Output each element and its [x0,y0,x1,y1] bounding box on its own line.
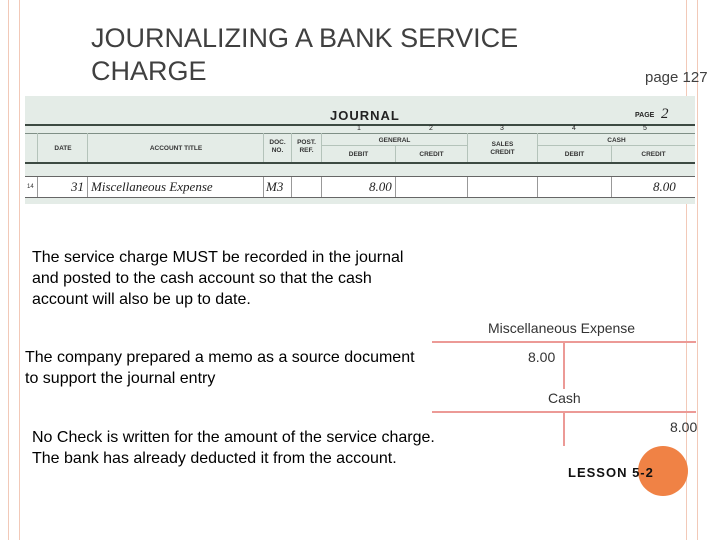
journal-page-number: 2 [661,106,669,122]
entry-account-title: Miscellaneous Expense [91,179,213,194]
t-account-image [432,318,696,446]
entry-col-divider [37,177,38,197]
entry-cash-credit: 8.00 [653,179,676,194]
journal-col-divider [37,133,38,162]
column-number-4: 4 [572,125,576,132]
column-number-5: 5 [643,125,647,132]
entry-col-divider [395,177,396,197]
no-check-paragraph: No Check is written for the amount of the service charge. The bank has already deducted it from the account. [32,429,435,467]
journal-title: JOURNAL [330,108,400,123]
header-date: DATE [54,145,72,152]
entry-doc-no: M3 [266,179,284,194]
header-cash-rule [538,145,695,146]
entry-col-divider [611,177,612,197]
header-general: GENERAL [378,137,411,144]
header-general-debit: DEBIT [348,151,369,158]
memo-paragraph: The company prepared a memo as a source document to support the journal entry [25,349,415,387]
cash-account-title: Cash [548,390,581,406]
misc-expense-t-vertical [563,341,565,389]
header-post-ref: POST. REF. [297,139,316,154]
column-number-3: 3 [500,125,504,132]
header-general-rule [322,145,467,146]
journal-page-label: PAGE [635,112,655,119]
cash-t-vertical [563,411,565,446]
journal-col-divider [87,133,88,162]
lesson-label: LESSON 5-2 [568,465,654,480]
misc-expense-debit-amount: 8.00 [528,349,556,365]
header-doc-no: DOC. NO. [269,139,286,154]
page-reference: page 127 [645,69,708,86]
slide-title: JOURNALIZING A BANK SERVICE CHARGE [91,23,519,86]
entry-col-divider [263,177,264,197]
cash-credit-amount: 8.00 [670,419,698,435]
entry-col-divider [537,177,538,197]
header-general-credit: CREDIT [419,151,444,158]
entry-col-divider [321,177,322,197]
entry-col-divider [87,177,88,197]
journal-header-bottom-rule [25,162,695,164]
header-cash: CASH [607,137,626,144]
header-cash-debit: DEBIT [564,151,585,158]
header-sales-credit: CREDIT [490,149,515,156]
journal-image [25,96,695,204]
header-cash-credit: CREDIT [641,151,666,158]
journal-column-number-rule [25,133,695,134]
service-charge-paragraph: The service charge MUST be recorded in the journal and posted to the cash account so that the cash account will also be up to date. [32,249,404,308]
entry-line-number: 14 [27,184,34,190]
entry-col-divider [291,177,292,197]
column-number-1: 1 [357,125,361,132]
column-number-2: 2 [429,125,433,132]
entry-col-divider [467,177,468,197]
left-decorative-border [8,0,20,540]
journal-entry-row [25,176,695,198]
entry-date: 31 [71,179,84,194]
entry-general-debit: 8.00 [369,179,392,194]
header-account-title: ACCOUNT TITLE [149,145,203,152]
misc-expense-account-title: Miscellaneous Expense [488,320,636,336]
header-sales: SALES [491,141,514,148]
